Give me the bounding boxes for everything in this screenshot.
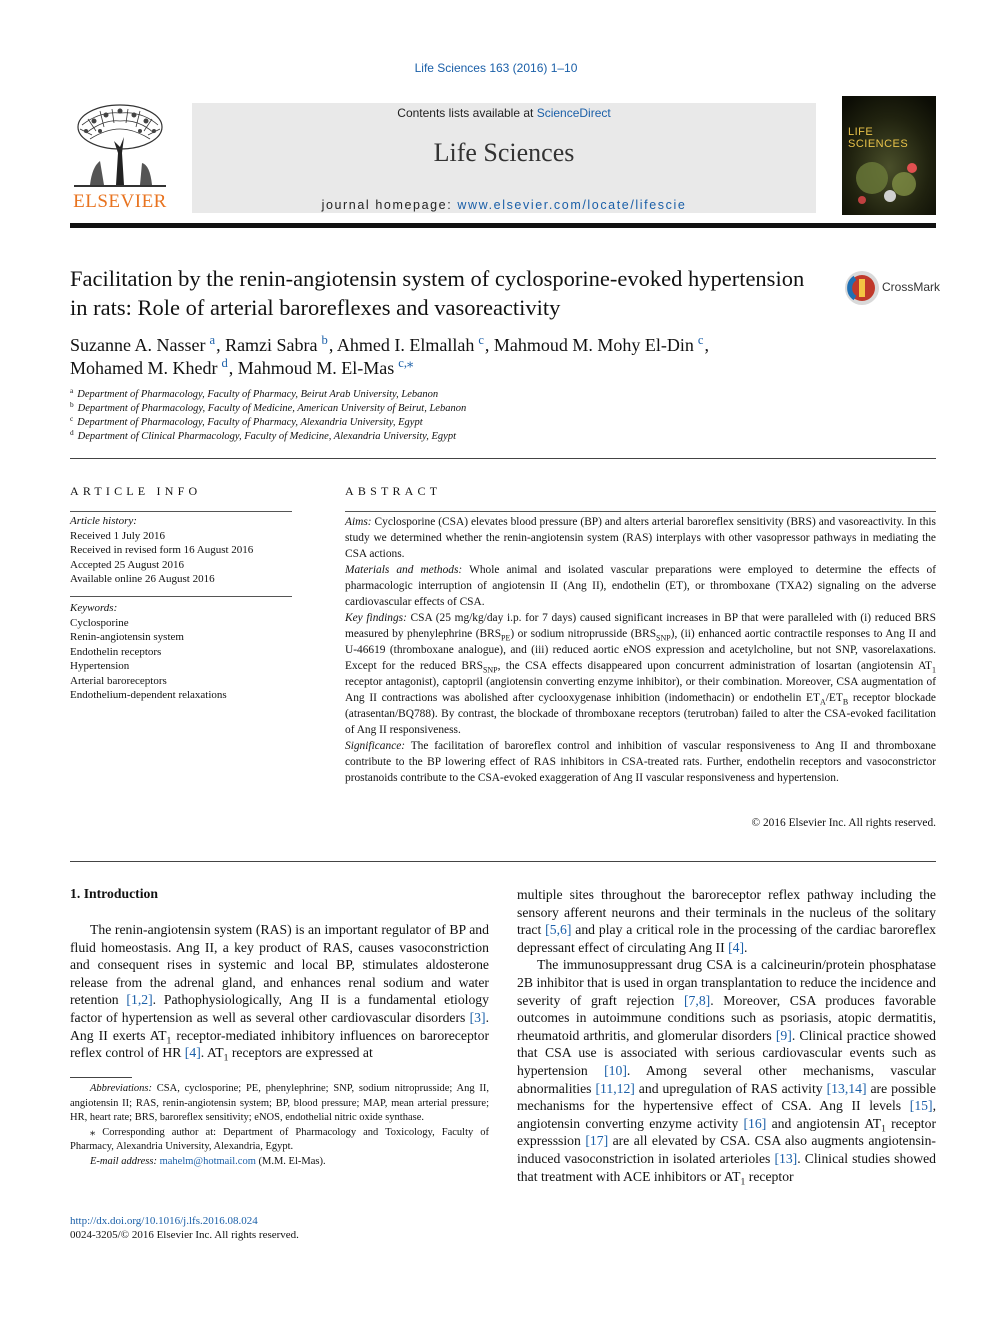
affiliation-key: b bbox=[70, 399, 74, 409]
subscript: PE bbox=[501, 633, 511, 643]
journal-name: Life Sciences bbox=[433, 138, 575, 167]
keywords-block bbox=[70, 601, 300, 703]
reference-link[interactable]: [4] bbox=[184, 1045, 201, 1061]
affiliation-text: Department of Pharmacology, Faculty of Pharmacy, Alexandria University, Egypt bbox=[77, 417, 423, 428]
text: . Moreover, CSA produces favorable outcomes in autoimmune conditions such as psoriasis, atopic dermatitis, rheumatoid arthritis, and glomerular disorders bbox=[517, 992, 936, 1043]
text: and play a critical role in the processing of the cardiac baroreflex depressant effect of circulating Ang II bbox=[517, 922, 936, 955]
affiliation-marker[interactable]: b bbox=[321, 333, 328, 347]
subscript: 1 bbox=[881, 1123, 886, 1135]
findings-text: receptor antagonist), captopril (angiotensin converting enzyme inhibitor), or their combination. Moreover, CSA augmentation of Ang II contractions was abolished after cyclooxygenase inhibition (indomethacin) or endothelin ET bbox=[345, 676, 936, 704]
keyword-item: Cyclosporine bbox=[70, 616, 129, 629]
findings-text: ) or sodium nitroprusside (BRS bbox=[510, 628, 657, 640]
article-title: Facilitation by the renin-angiotensin system of cyclosporine-evoked hypertension in rats: Role of arterial baroreflexes and vasoreactivity bbox=[70, 266, 805, 320]
abstract-findings bbox=[345, 610, 936, 738]
author-name[interactable]: Mahmoud M. Mohy El-Din bbox=[493, 335, 694, 355]
text: . Ang II exerts AT bbox=[70, 1009, 489, 1043]
affiliation-item bbox=[70, 427, 670, 444]
keyword-item: Renin-angiotensin system bbox=[70, 631, 184, 643]
author-name[interactable]: Mohamed M. Khedr bbox=[70, 358, 218, 378]
text: The immunosuppressant drug CSA is a calcineurin/protein phosphatase 2B inhibitor that is used in organ transplantation to reduce the incidence and severity of graft rejection bbox=[517, 957, 936, 1008]
footnote-email bbox=[70, 1155, 489, 1170]
affiliation-key: c bbox=[70, 413, 74, 423]
body-column-left bbox=[70, 921, 489, 1062]
findings-label: Key findings: bbox=[345, 612, 407, 624]
affiliation-key: d bbox=[70, 427, 74, 437]
abstract-heading: ABSTRACT bbox=[345, 484, 442, 498]
affiliation-item bbox=[70, 413, 670, 430]
text: receptor expresssion bbox=[517, 1115, 936, 1149]
journal-banner bbox=[192, 103, 816, 213]
affiliation-key: a bbox=[70, 385, 74, 395]
reference-link[interactable]: [7,8] bbox=[684, 992, 711, 1008]
divider bbox=[70, 458, 936, 459]
footnote-corresponding bbox=[70, 1126, 489, 1155]
affiliation-marker[interactable]: c bbox=[478, 333, 484, 347]
paragraph bbox=[517, 886, 936, 956]
issn-line: 0024-3205/© 2016 Elsevier Inc. All rights reserved. bbox=[70, 1229, 299, 1241]
reference-link[interactable]: [13] bbox=[774, 1150, 798, 1166]
article-info-heading: ARTICLE INFO bbox=[70, 484, 202, 498]
findings-text: /ET bbox=[825, 692, 843, 704]
cover-title: LIFE SCIENCES bbox=[848, 126, 909, 150]
subscript: 1 bbox=[166, 1035, 172, 1047]
text: . AT bbox=[200, 1045, 224, 1061]
reference-link[interactable]: [9] bbox=[775, 1027, 792, 1043]
methods-text: Whole animal and isolated vascular preparations were employed to determine the effects of pharmacologic interruption of angiotensin II (Ang II), endothelin (ET), or thromboxane (TXA2) signaling on the adverse cardiovascular effects of CSA. bbox=[345, 564, 936, 608]
subscript: A bbox=[819, 697, 826, 707]
crossmark-label: CrossMark bbox=[882, 280, 941, 294]
corresponding-mark: ⁎ bbox=[90, 1126, 96, 1138]
text: . bbox=[744, 939, 748, 955]
body-column-right bbox=[517, 886, 936, 1188]
history-entry: Available online 26 August 2016 bbox=[70, 573, 215, 585]
keyword-item: Arterial baroreceptors bbox=[70, 674, 167, 687]
text: . Among several other mechanisms, vascular abnormalities bbox=[517, 1062, 936, 1096]
author-separator: , bbox=[704, 335, 710, 355]
affiliation-text: Department of Clinical Pharmacology, Faculty of Medicine, Alexandria University, Egypt bbox=[77, 431, 456, 442]
subscript: SNP bbox=[656, 633, 671, 643]
history-label: Article history: bbox=[70, 515, 137, 527]
elsevier-logo[interactable] bbox=[70, 101, 170, 213]
aims-text: Cyclosporine (CSA) elevates blood pressure (BP) and alters arterial baroreflex sensitivity (BRS) and vasoreactivity. In this study we determined whether the renin-angiotensin system (RAS) interplays with other vasopressor pathways in mediating the CSA actions. bbox=[345, 516, 936, 560]
abstract-aims bbox=[345, 514, 936, 562]
divider bbox=[70, 861, 936, 862]
reference-link[interactable]: [15] bbox=[909, 1098, 933, 1114]
author-separator: , bbox=[328, 335, 337, 355]
history-entry: Received 1 July 2016 bbox=[70, 529, 166, 542]
author-separator: , bbox=[216, 335, 226, 355]
affiliation-marker[interactable]: c,⁎ bbox=[398, 356, 414, 370]
findings-text: ), (ii) enhanced aortic contractile responses to Ang II and U-46619 (thromboxane analogue), and (iii) reduced aortic eNOS expression and acetylcholine, but not SNP, vasorelaxations. Except for the reduced BRS bbox=[345, 628, 936, 672]
history-entry: Accepted 25 August 2016 bbox=[70, 558, 184, 571]
article-history bbox=[70, 514, 300, 587]
affiliation-list bbox=[70, 385, 670, 444]
masthead bbox=[70, 93, 936, 215]
homepage-link[interactable]: www.elsevier.com/locate/lifescie bbox=[457, 198, 687, 212]
footnote-rule bbox=[70, 1077, 132, 1078]
findings-text: CSA (25 mg/kg/day i.p. for 7 days) caused significant increases in BP that were paralleled with (i) reduced BRS measured by phenylephrine (BRS bbox=[345, 612, 936, 640]
abbrev-text: CSA, cyclosporine; PE, phenylephrine; SNP, sodium nitroprusside; Ang II, angiotensin II; RAS, renin-angiotensin system; BP, blood pressure; MAP, mean arterial pressure; HR, heart rate; BRS, baroreflex sensitivity; eNOS, endothelial nitric oxide synthase. bbox=[70, 1083, 489, 1123]
keyword-item: Hypertension bbox=[70, 660, 130, 672]
text: receptor bbox=[745, 1168, 794, 1184]
footnote-abbreviations bbox=[70, 1082, 489, 1126]
section-heading-introduction: 1. Introduction bbox=[70, 886, 158, 901]
text: . Pathophysiologically, Ang II is a fundamental etiology factor of hypertension as well as several other cardiovascular disorders bbox=[70, 992, 489, 1025]
aims-label: Aims: bbox=[345, 516, 372, 528]
journal-cover-thumbnail[interactable] bbox=[842, 96, 936, 215]
divider bbox=[70, 511, 292, 512]
abstract-methods bbox=[345, 562, 936, 610]
affiliation-marker[interactable]: a bbox=[209, 333, 216, 347]
reference-link[interactable]: [1,2] bbox=[126, 992, 153, 1008]
email-label: E-mail address: bbox=[90, 1155, 157, 1167]
doi-link[interactable]: http://dx.doi.org/10.1016/j.lfs.2016.08.024 bbox=[70, 1215, 258, 1227]
divider bbox=[345, 511, 936, 512]
paragraph bbox=[517, 956, 936, 1188]
affiliation-item bbox=[70, 399, 670, 416]
text: . Clinical studies showed that treatment with ACE inhibitors or AT bbox=[517, 1150, 936, 1184]
journal-citation-link[interactable]: Life Sciences 163 (2016) 1–10 bbox=[414, 61, 578, 75]
keyword-item: Endothelium-dependent relaxations bbox=[70, 689, 227, 701]
crossmark-badge[interactable] bbox=[844, 268, 941, 308]
abbrev-label: Abbreviations: bbox=[90, 1083, 153, 1094]
keyword-item: Endothelin receptors bbox=[70, 645, 162, 658]
homepage-prefix: journal homepage: bbox=[321, 198, 458, 212]
reference-link[interactable]: [11,12] bbox=[595, 1080, 635, 1096]
contents-line bbox=[192, 106, 816, 120]
author-separator: , bbox=[484, 335, 494, 355]
footnotes bbox=[70, 1082, 489, 1169]
reference-link[interactable]: [16] bbox=[743, 1115, 767, 1131]
reference-link[interactable]: [10] bbox=[604, 1062, 627, 1078]
author-list bbox=[70, 334, 830, 380]
history-entry: Received in revised form 16 August 2016 bbox=[70, 544, 254, 556]
significance-text: The facilitation of baroreflex control and inhibition of vascular responsiveness to Ang II and thromboxane contribute to the BP lowering effect of RAS inhibitors in CSA-treated rats. Further, endothelin receptors and vasoconstrictor prostanoids contribute to the CSA-evoked exaggeration of Ang II vascular responsiveness and hypertension. bbox=[345, 740, 936, 784]
findings-text: , the CSA effects disappeared upon concurrent administration of losartan (angiotensin AT bbox=[497, 660, 933, 672]
subscript: 1 bbox=[932, 665, 936, 675]
text: are all elevated by CSA. CSA also augments angiotensin-induced vasoconstriction in isolated arterioles bbox=[517, 1133, 936, 1166]
email-link[interactable]: mahelm@hotmail.com bbox=[159, 1155, 256, 1167]
subscript: 1 bbox=[740, 1176, 746, 1188]
email-suffix: (M.M. El-Mas). bbox=[255, 1155, 326, 1167]
reference-link[interactable]: [5,6] bbox=[545, 922, 572, 938]
affiliation-item bbox=[70, 385, 670, 402]
text: , angiotensin converting enzyme activity bbox=[517, 1098, 936, 1131]
author-name[interactable]: Suzanne A. Nasser bbox=[70, 335, 206, 355]
text: receptor-mediated inhibitory influences on baroreceptor reflex control of HR bbox=[70, 1027, 489, 1061]
contents-prefix: Contents lists available at bbox=[397, 106, 537, 120]
subscript: B bbox=[842, 697, 849, 707]
findings-text: receptor blockade (atrasentan/BQ788). By contrast, the blockade of thromboxane receptors (terutroban) failed to alter the CSA-evoked facilitation of Ang II responsiveness. bbox=[345, 692, 936, 736]
divider bbox=[70, 596, 292, 597]
affiliation-marker[interactable]: d bbox=[221, 356, 228, 370]
reference-link[interactable]: [17] bbox=[585, 1133, 609, 1149]
text: are possible mechanisms for the hypertensive effect of CSA. Ang II levels bbox=[517, 1080, 936, 1114]
methods-label: Materials and methods: bbox=[345, 564, 463, 576]
author-separator: , bbox=[228, 358, 238, 378]
reference-link[interactable]: [4] bbox=[728, 939, 745, 955]
text: The renin-angiotensin system (RAS) is an important regulator of BP and fluid homeostasis. Ang II, a key product of RAS, causes vasoconstriction and consequent rises in systemic and local BP, stimulates aldosterone release from the adrenal gland, and enhances renal sodium and water retention bbox=[70, 922, 489, 1008]
affiliation-text: Department of Pharmacology, Faculty of Pharmacy, Beirut Arab University, Lebanon bbox=[77, 389, 439, 400]
subscript: SNP bbox=[482, 665, 498, 675]
author-name[interactable]: Ahmed I. Elmallah bbox=[336, 335, 475, 355]
text: multiple sites throughout the baroreceptor reflex pathway including the sensory afferent neurons and their terminals in the nucleus of the solitary tract bbox=[517, 887, 936, 938]
text: and angiotensin AT bbox=[766, 1115, 882, 1131]
author-name[interactable]: Mahmoud M. El-Mas bbox=[237, 358, 395, 378]
elsevier-wordmark: ELSEVIER bbox=[73, 191, 167, 212]
significance-label: Significance: bbox=[345, 740, 406, 752]
paragraph bbox=[70, 921, 489, 1062]
homepage-line bbox=[192, 198, 816, 212]
header-rule bbox=[70, 223, 936, 228]
affiliation-text: Department of Pharmacology, Faculty of Medicine, American University of Beirut, Lebanon bbox=[77, 403, 467, 414]
corresponding-text: Corresponding author at: Department of Pharmacology and Toxicology, Faculty of Pharmacy, Alexandria University, Alexandria, Egypt. bbox=[70, 1126, 489, 1152]
abstract-body bbox=[345, 514, 936, 786]
abstract-significance bbox=[345, 738, 936, 786]
affiliation-marker[interactable]: c bbox=[697, 333, 704, 347]
sciencedirect-link[interactable]: ScienceDirect bbox=[536, 106, 611, 120]
text: receptors are expressed at bbox=[228, 1045, 373, 1061]
subscript: 1 bbox=[223, 1052, 229, 1064]
reference-link[interactable]: [3] bbox=[469, 1009, 486, 1025]
text: . Clinical practice showed that CSA use is associated with serious cardiovascular events such as hypertension bbox=[517, 1027, 936, 1078]
text: and upregulation of RAS activity bbox=[634, 1080, 827, 1096]
abstract-copyright: © 2016 Elsevier Inc. All rights reserved. bbox=[751, 817, 936, 829]
author-name[interactable]: Ramzi Sabra bbox=[225, 335, 318, 355]
reference-link[interactable]: [13,14] bbox=[826, 1080, 867, 1096]
keywords-label: Keywords: bbox=[70, 602, 118, 614]
